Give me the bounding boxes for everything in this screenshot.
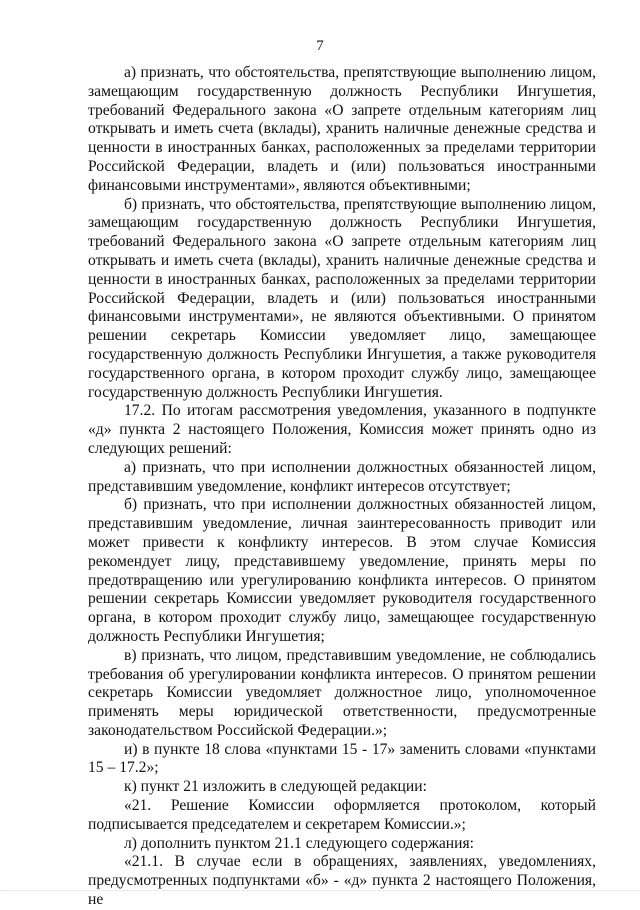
paragraph-k-point-21: к) пункт 21 изложить в следующей редакции: bbox=[124, 778, 427, 796]
paragraph-17-2: 17.2. По итогам рассмотрения уведомления, указанного в подпункте «д» пункта 2 настоящего Положения, Комиссия может принять одно из следующих решений: bbox=[88, 402, 596, 457]
paragraph-a-objective: а) признать, что обстоятельства, препятствующие выполнению лицом, замещающим государственную должность Республики Ингушетия, требований Федерального закона «О запрете отдельным категориям лиц открывать и иметь счета (вклады), хранить наличные денежные средства и ценности в иностранных банках, расположенных за пределами территории Российской Федерации, владеть и (или) пользоваться иностранными финансовыми инструментами», являются объективными; bbox=[88, 64, 596, 194]
paragraph-point-21-1-text: «21.1. В случае если в обращениях, заявлениях, уведомлениях, предусмотренных подпунктами «б» - «д» пункта 2 настоящего Положения, не bbox=[88, 853, 596, 909]
scan-bottom-edge bbox=[0, 890, 640, 905]
paragraph-17-2-b: б) признать, что при исполнении должностных обязанностей лицом, представившим уведомление, личная заинтересованность приводит или может привести к конфликту интересов. В этом случае Комиссия рекомендует лицу, представившему уведомление, принять меры по предотвращению или урегулированию конфликта интересов. О принятом решении секретарь Комиссии уведомляет руководителя государственного органа, в котором проходит службу лицо, замещающее государственную должность Республики Ингушетия; bbox=[88, 496, 596, 645]
paragraph-17-2-v: в) признать, что лицом, представившим уведомление, не соблюдались требования об урегулировании конфликта интересов. О принятом решении секретарь Комиссии уведомляет должностное лицо, уполномоченное применять меры юридической ответственности, предусмотренные законодательством Российской Федерации.»; bbox=[88, 646, 596, 739]
paragraph-l-point-21-1: л) дополнить пунктом 21.1 следующего содержания: bbox=[124, 834, 474, 852]
paragraph-point-21-text: «21. Решение Комиссии оформляется протоколом, который подписывается председателем и секретарем Комиссии.»; bbox=[88, 797, 596, 833]
paragraph-i-point-18: и) в пункте 18 слова «пунктами 15 - 17» заменить словами «пунктами 15 – 17.2»; bbox=[88, 740, 596, 777]
document-body bbox=[88, 64, 596, 910]
page-number: 7 bbox=[316, 38, 324, 54]
paragraph-b-not-objective: б) признать, что обстоятельства, препятствующие выполнению лицом, замещающим государственную должность Республики Ингушетия, требований Федерального закона «О запрете отдельным категориям лиц открывать и иметь счета (вклады), хранить наличные денежные средства и ценности в иностранных банках, расположенных за пределами территории Российской Федерации, владеть и (или) пользоваться иностранными финансовыми инструментами», не являются объективными. О принятом решении секретарь Комиссии уведомляет лицо, замещающее государственную должность Республики Ингушетия, а также руководителя государственного органа, в котором проходит службу лицо, замещающее государственную должность Республики Ингушетия. bbox=[88, 195, 596, 401]
paragraph-17-2-a: а) признать, что при исполнении должностных обязанностей лицом, представившим уведомление, конфликт интересов отсутствует; bbox=[88, 458, 596, 495]
